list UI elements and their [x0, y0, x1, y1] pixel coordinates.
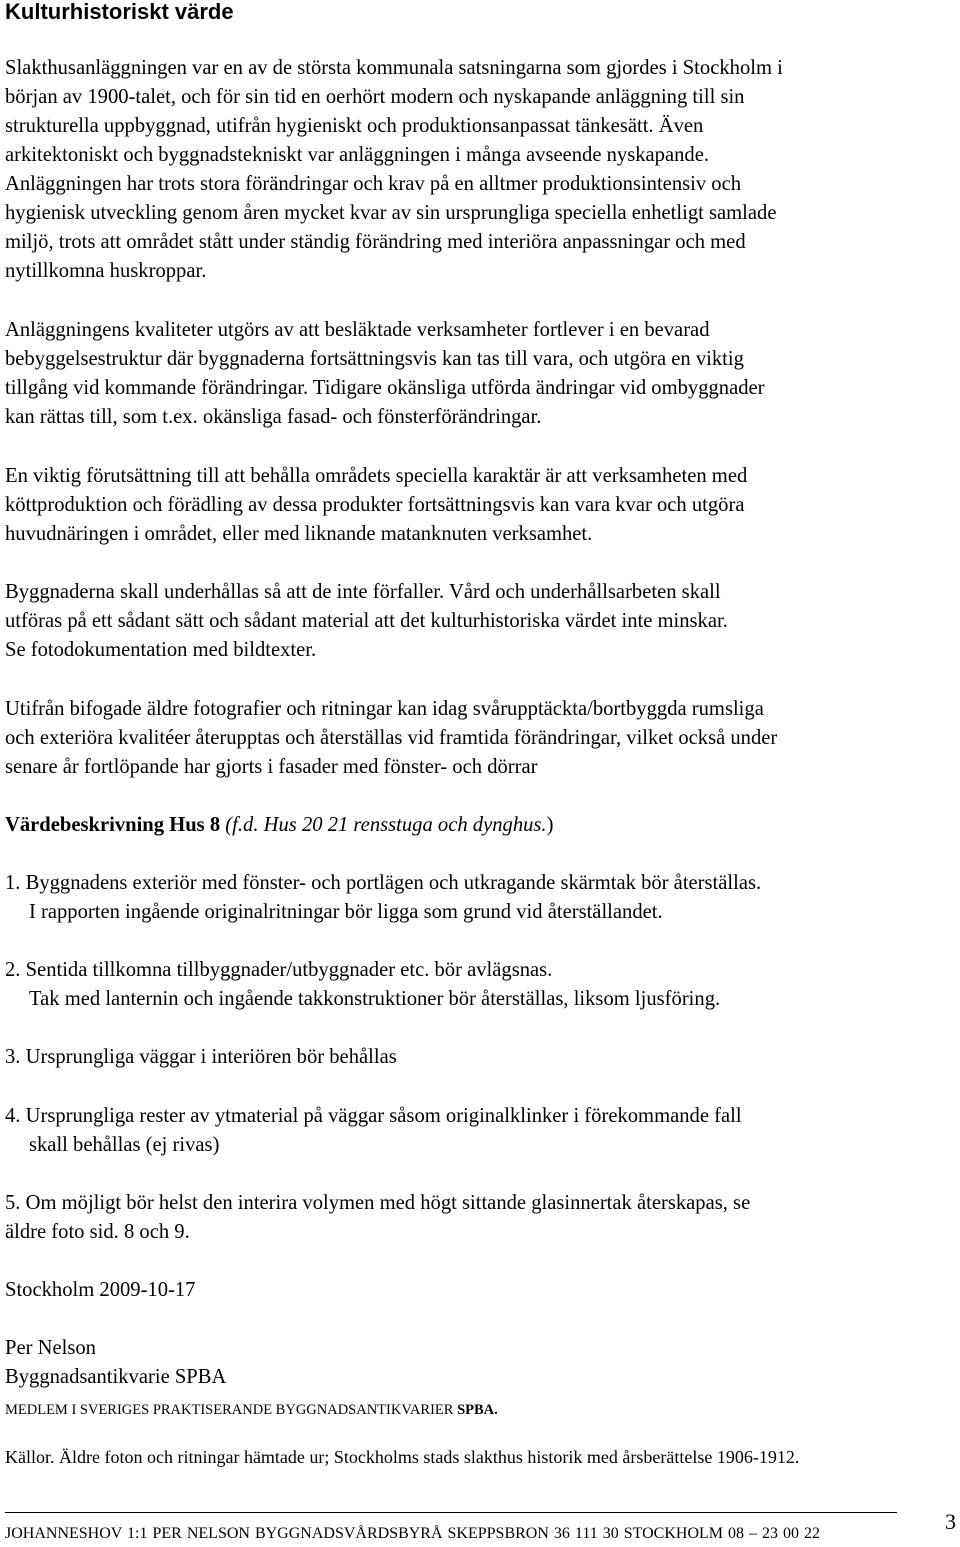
place-date-text: Stockholm 2009-10-17: [5, 1279, 196, 1301]
list-item-line: 5. Om möjligt bör helst den interira volymen med högt sittande glasinnertak återskapas, se: [5, 1192, 751, 1214]
signature: [5, 1334, 959, 1392]
place-date: [5, 1276, 959, 1305]
paragraph-line: Utifrån bifogade äldre fotografier och ritningar kan idag svårupptäckta/bortbyggda rumsliga: [5, 698, 764, 720]
paragraph-line: Slakthusanläggningen var en av de största kommunala satsningarna som gjordes i Stockholm i: [5, 57, 783, 79]
footer-address: JOHANNESHOV 1:1 PER NELSON BYGGNADSVÅRDSBYRÅ SKEPPSBRON 36 111 30 STOCKHOLM 08 – 23 00 22: [5, 1525, 820, 1542]
value-description-heading: [5, 811, 959, 840]
paragraph-photographs: [5, 695, 959, 782]
paragraph-qualities: [5, 316, 959, 432]
list-item-line: 4. Ursprungliga rester av ytmaterial på väggar såsom originalklinker i förekommande fall: [5, 1105, 742, 1127]
list-item-line: äldre foto sid. 8 och 9.: [5, 1221, 190, 1243]
list-item-line: I rapporten ingående originalritningar bör ligga som grund vid återställandet.: [29, 901, 663, 923]
list-item-2: [5, 956, 959, 1014]
paragraph-history: [5, 54, 959, 286]
paragraph-line: kan rättas till, som t.ex. okänsliga fasad- och fönsterförändringar.: [5, 406, 542, 428]
paragraph-line: tillgång vid kommande förändringar. Tidigare okänsliga utförda ändringar vid ombyggnader: [5, 377, 765, 399]
heading-line: [5, 811, 959, 840]
paragraph-line: och exteriöra kvalitéer återupptas och återställas vid framtida förändringar, vilket också under: [5, 727, 778, 749]
paragraph-line: köttproduktion och förädling av dessa produkter fortsättningsvis kan vara kvar och utgöra: [5, 494, 745, 516]
page-number: 3: [945, 1509, 956, 1534]
paragraph-line: huvudnäringen i området, eller med liknande matanknuten verksamhet.: [5, 523, 593, 545]
membership-line: [5, 1400, 498, 1420]
paragraph-line: hygienisk utveckling genom åren mycket kvar av sin ursprungliga speciella enhetligt samlade: [5, 202, 777, 224]
heading-close-paren: ): [546, 814, 554, 836]
paragraph-line: bebyggelsestruktur där byggnaderna fortsättningsvis kan tas till vara, och utgöra en viktig: [5, 348, 744, 370]
paragraph-line: Byggnaderna skall underhållas så att de inte förfaller. Vård och underhållsarbeten skall: [5, 581, 721, 603]
signature-name: Per Nelson: [5, 1337, 96, 1359]
page-title: Kulturhistoriskt värde: [5, 0, 234, 24]
signature-title: Byggnadsantikvarie SPBA: [5, 1366, 227, 1388]
paragraph-line: nytillkomna huskroppar.: [5, 260, 207, 282]
list-item-line: Tak med lanternin och ingående takkonstruktioner bör återställas, liksom ljusföring.: [29, 988, 721, 1010]
list-item-line: 2. Sentida tillkomna tillbyggnader/utbyggnader etc. bör avlägsnas.: [5, 959, 553, 981]
paragraph-maintenance: [5, 578, 959, 665]
paragraph-line: Se fotodokumentation med bildtexter.: [5, 639, 317, 661]
membership-text: MEDLEM I SVERIGES PRAKTISERANDE BYGGNADSANTIKVARIER: [5, 1402, 454, 1418]
paragraph-line: Anläggningen har trots stora förändringar och krav på en alltmer produktionsintensiv och: [5, 173, 742, 195]
sources-line: Källor. Äldre foton och ritningar hämtade ur; Stockholms stads slakthus historik med årsberättelse 1906-1912.: [5, 1447, 800, 1467]
list-item-line: skall behållas (ej rivas): [29, 1134, 220, 1156]
paragraph-line: utföras på ett sådant sätt och sådant material att det kulturhistoriska värdet inte minskar.: [5, 610, 728, 632]
paragraph-line: arkitektoniskt och byggnadstekniskt var anläggningen i många avseende nyskapande.: [5, 144, 709, 166]
list-item-4: [5, 1102, 959, 1160]
list-item-5: [5, 1189, 959, 1247]
list-item-3: [5, 1043, 959, 1072]
paragraph-line: miljö, trots att området stått under ständig förändring med interiöra anpassningar och med: [5, 231, 746, 253]
list-item-1: [5, 869, 959, 927]
paragraph-prerequisite: [5, 462, 959, 549]
list-item-line: 3. Ursprungliga väggar i interiören bör behållas: [5, 1046, 397, 1068]
heading-italic-text: (f.d. Hus 20 21 rensstuga och dynghus.: [225, 814, 547, 836]
heading-bold-text: Värdebeskrivning Hus 8: [5, 814, 221, 836]
paragraph-line: Anläggningens kvaliteter utgörs av att besläktade verksamheter fortlever i en bevarad: [5, 319, 710, 341]
list-item-line: 1. Byggnadens exteriör med fönster- och portlägen och utkragande skärmtak bör återställas.: [5, 872, 762, 894]
footer-divider: [5, 1512, 897, 1513]
membership-abbr: SPBA.: [457, 1402, 498, 1418]
paragraph-line: strukturella uppbyggnad, utifrån hygieniskt och produktionsanpassat tänkesätt. Även: [5, 115, 704, 137]
paragraph-line: senare år fortlöpande har gjorts i fasader med fönster- och dörrar: [5, 756, 538, 778]
paragraph-line: början av 1900-talet, och för sin tid en oerhört modern och nyskapande anläggning till sin: [5, 86, 745, 108]
paragraph-line: En viktig förutsättning till att behålla områdets speciella karaktär är att verksamheten med: [5, 465, 748, 487]
